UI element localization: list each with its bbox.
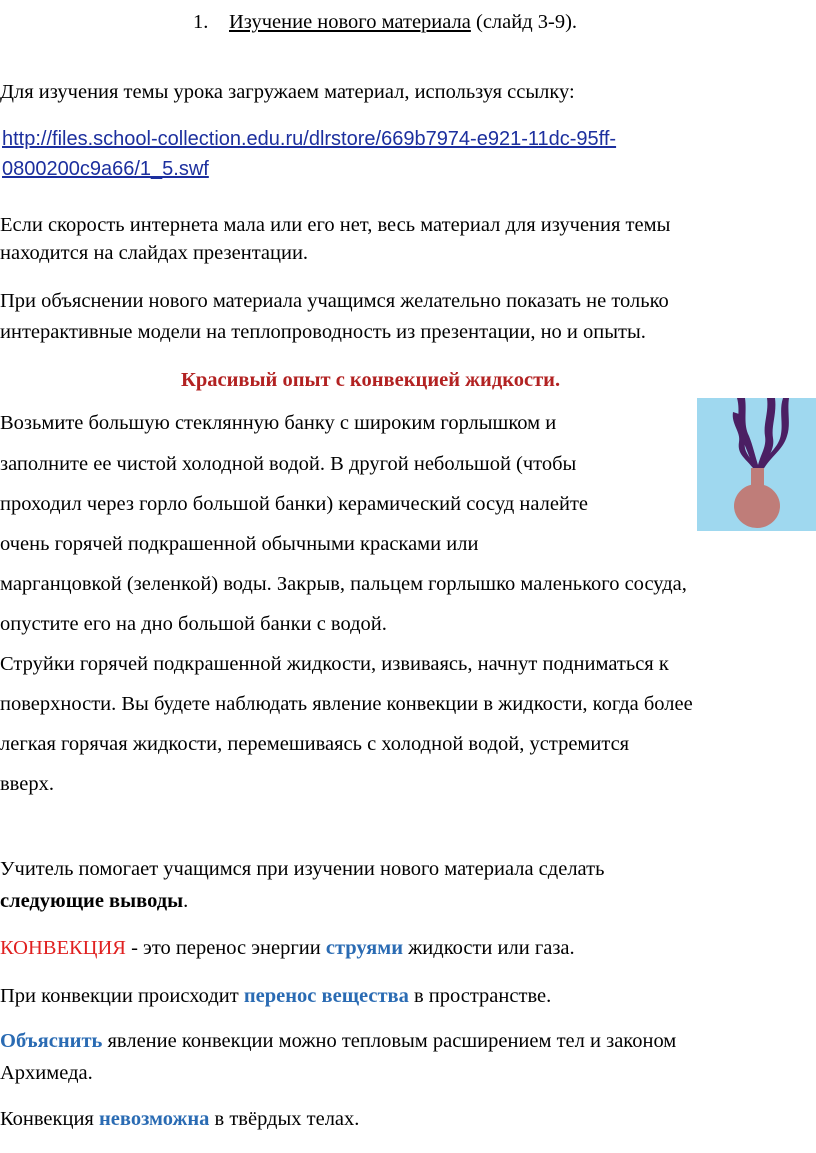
conclusion-explain-line2: Архимеда.: [0, 1062, 93, 1084]
experiment-line: опустите его на дно большой банки с водой.: [0, 613, 387, 635]
paragraph-line: находится на слайдах презентации.: [0, 242, 309, 264]
resource-link-line2[interactable]: 0800200c9a66/1_5.swf: [2, 158, 209, 180]
experiment-line: заполните ее чистой холодной водой. В другой небольшой (чтобы: [0, 453, 577, 475]
text: - это перенос энергии: [125, 937, 326, 959]
experiment-line: легкая горячая жидкости, перемешиваясь с холодной водой, устремится: [0, 733, 630, 755]
experiment-line: проходил через горло большой банки) керамический сосуд налейте: [0, 493, 589, 515]
period: .: [183, 890, 189, 912]
term-convection: КОНВЕКЦИЯ: [0, 937, 126, 959]
section-title: Изучение нового материала: [229, 11, 471, 33]
text: При конвекции происходит: [0, 985, 244, 1007]
experiment-line: Струйки горячей подкрашенной жидкости, извиваясь, начнут подниматься к: [0, 653, 669, 675]
experiment-line: марганцовкой (зеленкой) воды. Закрыв, пальцем горлышко маленького сосуда,: [0, 573, 687, 595]
text: Конвекция: [0, 1108, 99, 1130]
experiment-line: поверхности. Вы будете наблюдать явление конвекции в жидкости, когда более: [0, 693, 693, 715]
conclusion-convection: [0, 936, 575, 960]
conclusions-bold: следующие выводы: [0, 890, 184, 912]
section-number: 1.: [193, 11, 209, 33]
conclusion-solids: [0, 1107, 359, 1131]
conclusion-intro-line2: [0, 889, 188, 913]
highlight-impossible: невозможна: [99, 1108, 210, 1130]
text: явление конвекции можно тепловым расширением тел и законом: [102, 1030, 677, 1052]
experiment-line: Возьмите большую стеклянную банку с широким горлышком и: [0, 412, 557, 434]
text: в пространстве.: [408, 985, 552, 1007]
experiment-title: Красивый опыт с конвекцией жидкости.: [181, 369, 561, 391]
conclusion-explain: [0, 1029, 676, 1053]
paragraph-line: При объяснении нового материала учащимся желательно показать не только: [0, 290, 669, 312]
experiment-line: вверх.: [0, 773, 54, 795]
convection-illustration: [697, 398, 816, 531]
paragraph-line: Если скорость интернета мала или его нет, весь материал для изучения темы: [0, 214, 671, 236]
conclusion-transfer: [0, 984, 551, 1008]
text: жидкости или газа.: [403, 937, 575, 959]
highlight-streams: струями: [325, 937, 403, 959]
text: в твёрдых телах.: [209, 1108, 360, 1130]
section-heading: [193, 10, 577, 34]
highlight-explain: Объяснить: [0, 1030, 103, 1052]
resource-link-line1[interactable]: http://files.school-collection.edu.ru/dlrstore/669b7974-e921-11dc-95ff-: [2, 128, 617, 150]
experiment-line: очень горячей подкрашенной обычными красками или: [0, 533, 479, 555]
conclusion-intro: Учитель помогает учащимся при изучении нового материала сделать: [0, 858, 605, 880]
paragraph-line: интерактивные модели на теплопроводность из презентации, но и опыты.: [0, 321, 646, 343]
section-title-suffix: (слайд 3-9).: [470, 11, 578, 33]
highlight-substance-transfer: перенос вещества: [243, 985, 409, 1007]
intro-text: Для изучения темы урока загружаем материал, используя ссылку:: [0, 81, 575, 103]
